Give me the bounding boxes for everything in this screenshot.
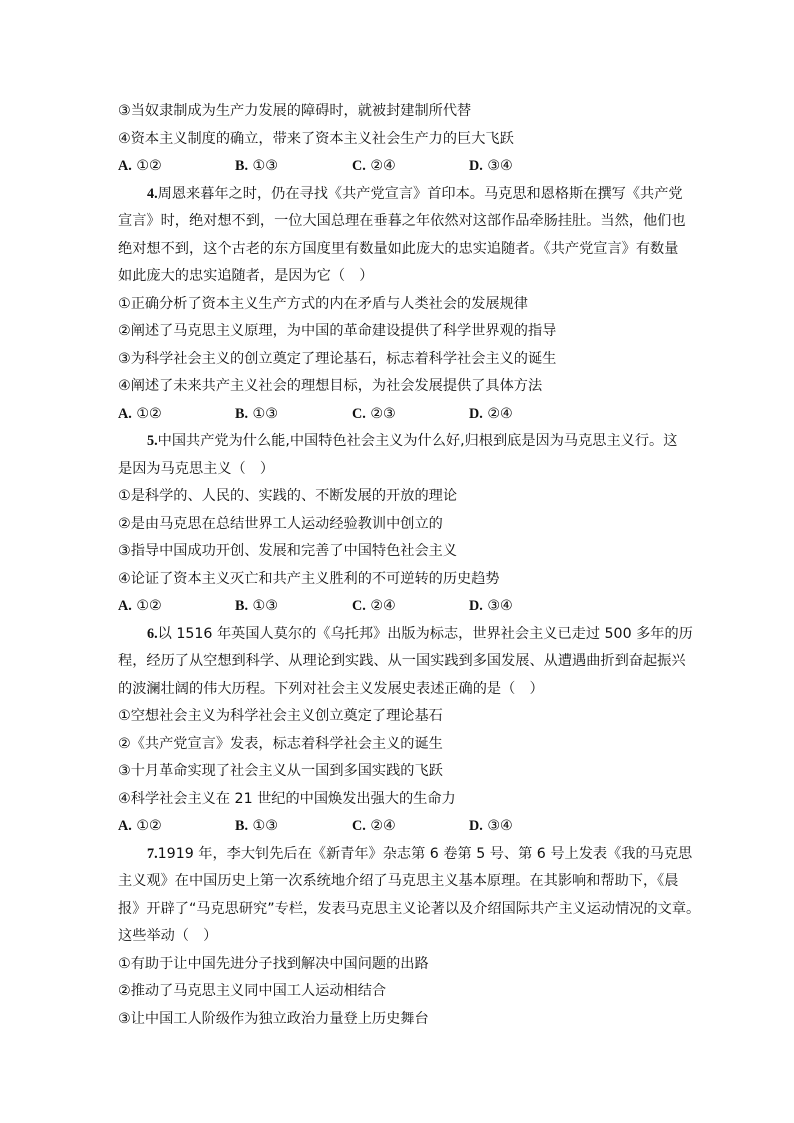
option-b: B. ①③: [235, 405, 278, 422]
question-options: [118, 401, 684, 429]
answer-item: ④科学社会主义在 21 世纪的中国焕发出强大的生命力: [118, 790, 456, 807]
question-options: [118, 813, 684, 841]
answer-item: ①有助于让中国先进分子找到解决中国问题的出路: [118, 955, 429, 972]
option-d: D. ③④: [469, 158, 513, 174]
answer-item: ④阐述了未来共产主义社会的理想目标，为社会发展提供了具体方法: [118, 378, 543, 394]
answer-item: ②是由马克思在总结世界工人运动经验教训中创立的: [118, 515, 443, 532]
answer-item: ③让中国工人阶级作为独立政治力量登上历史舞台: [118, 1010, 429, 1027]
option-d: D. ③④: [469, 598, 513, 614]
option-a: A. ①②: [118, 158, 162, 174]
top-items: [118, 98, 684, 153]
question-stem-line: 这些举动（ ）: [118, 928, 218, 944]
answer-item: ②阐述了马克思主义原理，为中国的革命建设提供了科学世界观的指导: [118, 323, 557, 339]
option-c: C. ②④: [352, 598, 396, 614]
answer-item: ③为科学社会主义的创立奠定了理论基石，标志着科学社会主义的诞生: [118, 350, 557, 367]
question-stem-line: 是因为马克思主义（ ）: [118, 460, 275, 477]
option-c: C. ②④: [352, 158, 396, 174]
option-b: B. ①③: [235, 598, 278, 614]
answer-item: ①正确分析了资本主义生产方式的内在矛盾与人类社会的发展规律: [118, 295, 528, 312]
question-stem-line: 如此庞大的忠实追随者，是因为它（ ）: [118, 268, 374, 284]
answer-item: ④论证了资本主义灭亡和共产主义胜利的不可逆转的历史趋势: [118, 570, 500, 587]
question-stem-line: 主义观》在中国历史上第一次系统地介绍了马克思主义基本原理。在其影响和帮助下，《晨: [118, 873, 679, 889]
exam-page: [118, 98, 701, 1033]
answer-item: ③十月革命实现了社会主义从一国到多国实践的飞跃: [118, 763, 443, 779]
question-stem-line: 6.以 1516 年英国人莫尔的《乌托邦》出版为标志，世界社会主义已走过 500 多年的历: [147, 625, 693, 642]
question-5: [118, 428, 684, 621]
option-b: B. ①③: [235, 158, 278, 174]
answer-item: ③当奴隶制成为生产力发展的障碍时，就被封建制所代替: [118, 103, 472, 119]
option-c: C. ②③: [352, 405, 396, 422]
question-stem-line: 的波澜壮阔的伟大历程。下列对社会主义发展史表述正确的是（ ）: [118, 680, 544, 697]
question-stem-line: 7.1919 年，李大钊先后在《新青年》杂志第 6 卷第 5 号、第 6 号上发表《我的马克思: [147, 845, 693, 862]
question-stem-line: 程，经历了从空想到科学、从理论到实践、从一国实践到多国发展、从遭遇曲折到奋起振兴: [118, 653, 686, 669]
question-6: [118, 621, 693, 841]
question-7: [118, 841, 701, 1034]
question-4: [118, 181, 684, 429]
option-b: B. ①③: [235, 818, 278, 834]
answer-item: ④资本主义制度的确立，带来了资本主义社会生产力的巨大飞跃: [118, 130, 514, 147]
top-options: [118, 153, 684, 181]
option-a: A. ①②: [118, 598, 162, 614]
option-a: A. ①②: [118, 405, 162, 422]
question-stem-line: 5.中国共产党为什么能,中国特色社会主义为什么好,归根到底是因为马克思主义行。这: [147, 433, 678, 449]
question-stem-line: 报》开辟了“马克思研究”专栏，发表马克思主义论著以及介绍国际共产主义运动情况的文章。: [118, 900, 701, 917]
answer-item: ②《共产党宣言》发表，标志着科学社会主义的诞生: [118, 735, 443, 752]
question-stem-line: 宣言》时，绝对想不到，一位大国总理在垂暮之年依然对这部作品牵肠挂肚。当然，他们也: [118, 213, 686, 229]
option-c: C. ②④: [352, 818, 396, 834]
answer-item: ②推动了马克思主义同中国工人运动相结合: [118, 983, 387, 999]
option-d: D. ③④: [469, 818, 513, 834]
answer-item: ①是科学的、人民的、实践的、不断发展的开放的理论: [118, 488, 458, 504]
question-options: [118, 593, 684, 621]
option-a: A. ①②: [118, 818, 162, 834]
answer-item: ①空想社会主义为科学社会主义创立奠定了理论基石: [118, 708, 443, 724]
question-stem-line: 绝对想不到，这个古老的东方国度里有数量如此庞大的忠实追随者。《共产党宣言》有数量: [118, 240, 679, 257]
question-stem-line: 4.周恩来暮年之时，仍在寻找《共产党宣言》首印本。马克思和恩格斯在撰写《共产党: [147, 185, 683, 202]
option-d: D. ②④: [469, 405, 513, 422]
answer-item: ③指导中国成功开创、发展和完善了中国特色社会主义: [118, 543, 458, 559]
